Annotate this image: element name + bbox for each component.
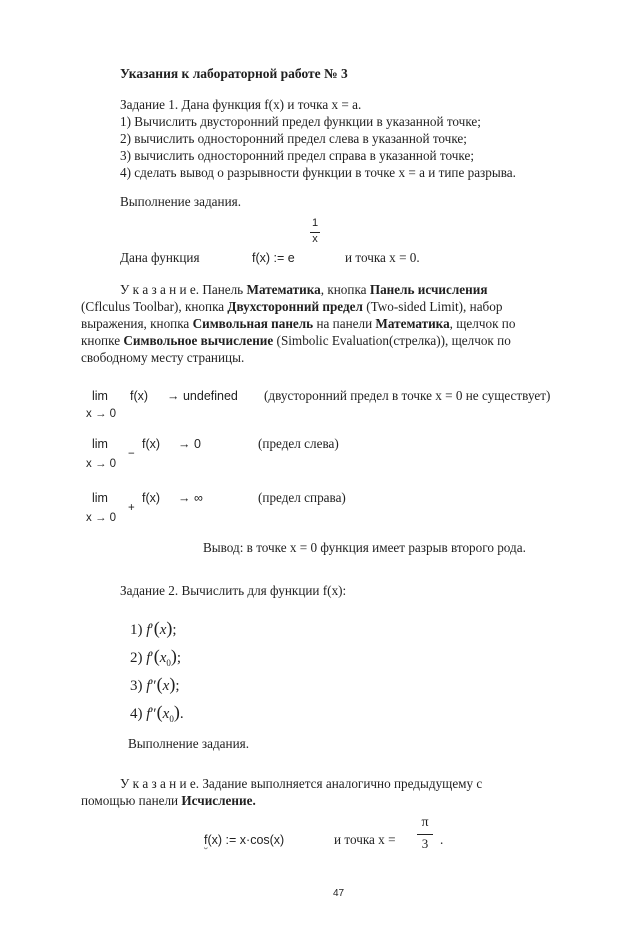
hint-bold-matematika: Математика [246, 282, 321, 297]
hint-line-3 [81, 316, 515, 332]
hint-line-4 [81, 333, 511, 349]
func-arg: x [162, 706, 170, 722]
limit-comment: (двусторонний предел в точке x = 0 не существует) [264, 388, 551, 403]
pi-fraction-bar [417, 834, 433, 835]
task2-item-2: 2) $f'(x_0)$; [130, 646, 182, 668]
limit-subscript: x → 0 [86, 408, 117, 420]
limit-expr: f(x) [142, 437, 161, 451]
limit-result: → ∞ [178, 491, 203, 505]
task2-item-3: 3) f″(x); [130, 674, 180, 694]
func-symbol: f [204, 833, 208, 847]
hint-text: (Simbolic Evaluation(стрелка)), щелчок по [273, 333, 511, 348]
hint-lead: У к а з а н и е. [120, 776, 200, 791]
conclusion: Вывод: в точке x = 0 функция имеет разрыв второго рода. [203, 540, 526, 555]
hint-line-5: свободному месту страницы. [81, 350, 245, 365]
func-arg: x [159, 650, 167, 666]
hint-bold-calculus: Исчисление. [181, 793, 256, 808]
given-formula [252, 217, 319, 268]
limit-subscript: x → 0 [86, 512, 117, 524]
task1-item-2: 2) вычислить односторонний предел слева в указанной точке; [120, 131, 467, 146]
hint-text: (Cflculus Toolbar), кнопка [81, 299, 228, 314]
pi-denominator: 3 [421, 836, 429, 851]
func-definition: (x) := x·cos(x) [207, 833, 285, 847]
hint-bold-calculus-panel: Панель исчисления [369, 282, 488, 297]
limit-comment: (предел справа) [258, 490, 346, 505]
prime-mark: ′ [150, 650, 154, 666]
func-symbol: f [146, 622, 151, 638]
hint-text: , щелчок по [449, 316, 516, 331]
hint-text: Панель [199, 282, 247, 297]
task1-execution: Выполнение задания. [120, 194, 241, 209]
item-number: 4) [130, 706, 143, 722]
hint-text: , кнопка [320, 282, 370, 297]
limit-lim: lim [92, 389, 108, 403]
func-symbol: f [146, 706, 151, 722]
task2-execution: Выполнение задания. [128, 736, 249, 751]
task2-hint-line-1 [120, 776, 482, 792]
hint-text: помощью панели [81, 793, 182, 808]
formula-period: . [440, 832, 444, 847]
task2-hint-line-2 [81, 793, 256, 809]
hint-text: кнопке [81, 333, 124, 348]
limit-subscript: x → 0 [86, 458, 117, 470]
item-number: 2) [130, 650, 143, 666]
given-point: и точка x = 0. [345, 250, 420, 265]
task2-given-formula [204, 832, 284, 848]
hint-bold-symbolic-panel: Символьная панель [192, 316, 314, 331]
hint-bold-matematika-2: Математика [375, 316, 450, 331]
limit-side-plus: + [128, 502, 135, 514]
pi-numerator: π [421, 815, 429, 830]
prime-mark: ″ [150, 678, 157, 694]
hint-lead: У к а з а н и е. [120, 282, 200, 297]
task2-item-4: 4) $f''(x_0)$. [130, 702, 184, 724]
task2-item-1: 1) f′(x); [130, 618, 177, 638]
hint-line-2 [81, 299, 502, 315]
limit-side-minus: − [128, 448, 135, 460]
func-symbol: f [146, 678, 151, 694]
item-number: 1) [130, 622, 143, 638]
task1-item-3: 3) вычислить односторонний предел справа в указанной точке; [120, 148, 474, 163]
limit-expr: f(x) [130, 389, 149, 403]
func-arg: x [162, 678, 170, 694]
hint-text: на панели [313, 316, 376, 331]
hint-text: (Two-sided Limit), набор [362, 299, 503, 314]
func-symbol: f [146, 650, 151, 666]
hint-line-1 [120, 282, 487, 298]
hint-bold-two-sided-limit: Двухсторонний предел [227, 299, 363, 314]
page-number: 47 [333, 888, 345, 899]
exponent-denominator: x [312, 233, 318, 245]
task1-header: Задание 1. Дана функция f(x) и точка x = a. [120, 97, 362, 112]
item-number: 3) [130, 678, 143, 694]
prime-mark: ″ [150, 706, 157, 722]
arg-subscript: 0 [169, 714, 174, 724]
task2-header: Задание 2. Вычислить для функции f(x): [120, 583, 347, 598]
prime-mark: ′ [150, 622, 154, 638]
page-title: Указания к лабораторной работе № 3 [120, 66, 348, 81]
limit-result: → 0 [178, 437, 201, 451]
func-arg: x [159, 622, 167, 638]
hint-text: выражения, кнопка [81, 316, 193, 331]
task1-item-4: 4) сделать вывод о разрывности функции в точке x = a и типе разрыва. [120, 165, 516, 180]
limit-lim: lim [92, 437, 108, 451]
limit-expr: f(x) [142, 491, 161, 505]
hint-bold-symbolic-evaluation: Символьное вычисление [123, 333, 274, 348]
limit-comment: (предел слева) [258, 436, 339, 451]
task1-item-1: 1) Вычислить двусторонний предел функции в указанной точке; [120, 114, 481, 129]
hint-text: Задание выполняется аналогично предыдущему с [199, 776, 483, 791]
limit-result: → undefined [167, 389, 238, 403]
task2-given-point: и точка x = [334, 832, 396, 847]
given-label: Дана функция [120, 250, 200, 265]
arg-subscript: 0 [166, 658, 171, 668]
limit-lim: lim [92, 491, 108, 505]
exponent-numerator: 1 [311, 217, 319, 229]
given-lhs: f(x) := e [252, 251, 295, 265]
